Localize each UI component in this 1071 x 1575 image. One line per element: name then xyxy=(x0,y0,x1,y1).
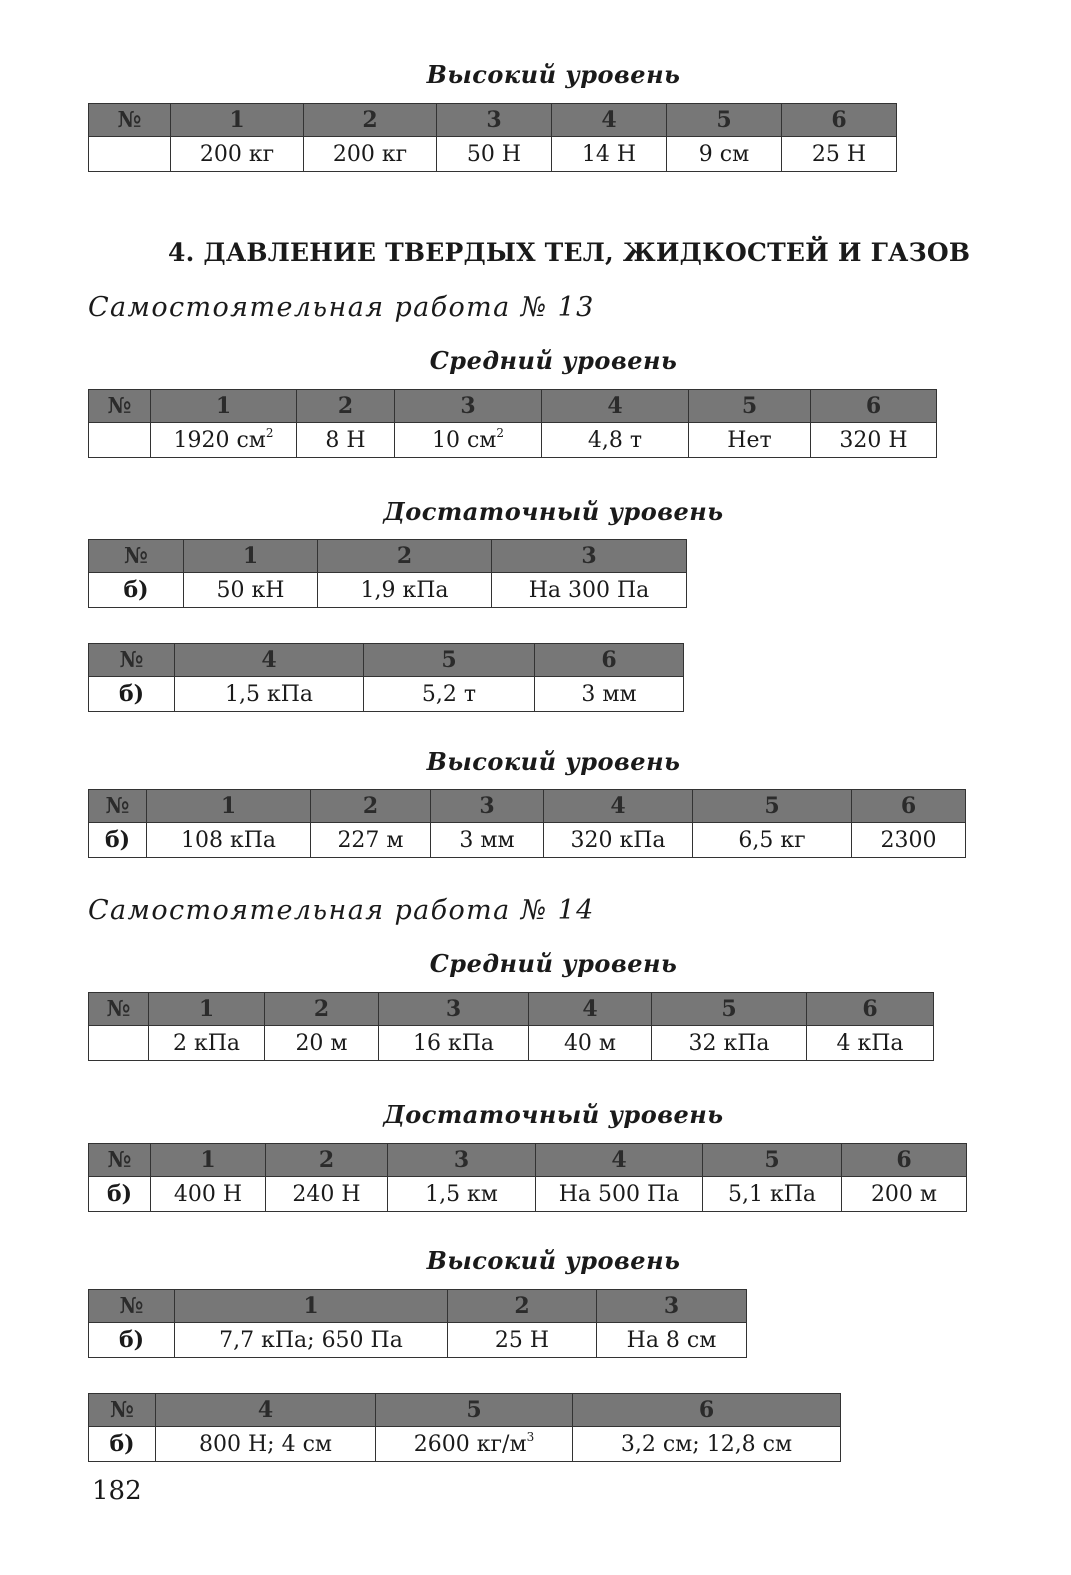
table-header-row xyxy=(89,1394,841,1427)
table-value-row xyxy=(89,823,966,858)
answer-cell: 9 см xyxy=(667,137,782,172)
col-header: 4 xyxy=(552,104,667,137)
table-value-row xyxy=(89,1177,967,1212)
num-header: № xyxy=(89,1394,156,1427)
row-label: б) xyxy=(89,573,184,608)
col-header: 6 xyxy=(842,1144,967,1177)
superscript: 2 xyxy=(496,425,505,440)
answer-cell: 400 Н xyxy=(151,1177,266,1212)
row-label: б) xyxy=(89,1323,175,1358)
col-header: 3 xyxy=(597,1290,747,1323)
col-header: 5 xyxy=(667,104,782,137)
answer-table-w13-medium xyxy=(88,389,937,458)
col-header: 5 xyxy=(703,1144,842,1177)
answer-cell: На 300 Па xyxy=(492,573,687,608)
page-number: 182 xyxy=(92,1476,142,1506)
table-value-row xyxy=(89,1427,841,1462)
col-header: 1 xyxy=(147,790,311,823)
answer-table-w14-high-a xyxy=(88,1289,747,1358)
num-header: № xyxy=(89,993,149,1026)
answer-cell: 14 Н xyxy=(552,137,667,172)
answer-cell: 200 кг xyxy=(171,137,304,172)
answer-cell: 1,9 кПа xyxy=(318,573,492,608)
answer-cell: 4,8 т xyxy=(542,423,689,458)
answer-cell: На 500 Па xyxy=(536,1177,703,1212)
answer-table-w13-sufficient-b xyxy=(88,643,684,712)
col-header: 4 xyxy=(529,993,652,1026)
table-header-row xyxy=(89,104,897,137)
answer-cell: Нет xyxy=(689,423,811,458)
level-heading-sufficient: Достаточный уровень xyxy=(383,497,724,526)
col-header: 6 xyxy=(811,390,937,423)
col-header: 3 xyxy=(492,540,687,573)
chapter-title: 4. ДАВЛЕНИЕ ТВЕРДЫХ ТЕЛ, ЖИДКОСТЕЙ И ГАЗОВ xyxy=(168,238,971,267)
answer-table-top-high xyxy=(88,103,897,172)
col-header: 3 xyxy=(395,390,542,423)
answer-cell: 20 м xyxy=(265,1026,379,1061)
table-header-row xyxy=(89,1290,747,1323)
col-header: 5 xyxy=(376,1394,573,1427)
answer-cell: 800 Н; 4 см xyxy=(156,1427,376,1462)
col-header: 4 xyxy=(542,390,689,423)
answer-cell: 50 Н xyxy=(437,137,552,172)
level-heading-high: Высокий уровень xyxy=(426,747,681,776)
num-header: № xyxy=(89,1290,175,1323)
row-label: б) xyxy=(89,677,175,712)
answer-cell: 5,2 т xyxy=(364,677,535,712)
col-header: 5 xyxy=(364,644,535,677)
answer-cell: 16 кПа xyxy=(379,1026,529,1061)
col-header: 1 xyxy=(151,1144,266,1177)
col-header: 4 xyxy=(175,644,364,677)
table-value-row xyxy=(89,1026,934,1061)
answer-cell: 3 мм xyxy=(431,823,544,858)
level-heading-high: Высокий уровень xyxy=(426,1246,681,1275)
row-label-empty xyxy=(89,137,171,172)
table-value-row xyxy=(89,1323,747,1358)
num-header: № xyxy=(89,1144,151,1177)
num-header: № xyxy=(89,390,151,423)
col-header: 6 xyxy=(573,1394,841,1427)
col-header: 1 xyxy=(171,104,304,137)
num-header: № xyxy=(89,790,147,823)
col-header: 3 xyxy=(437,104,552,137)
answer-cell: 40 м xyxy=(529,1026,652,1061)
superscript: 3 xyxy=(526,1429,535,1444)
table-header-row xyxy=(89,540,687,573)
answer-cell: 1,5 кПа xyxy=(175,677,364,712)
superscript: 2 xyxy=(265,425,274,440)
answer-cell: 320 кПа xyxy=(544,823,693,858)
col-header: 1 xyxy=(151,390,297,423)
table-header-row xyxy=(89,1144,967,1177)
col-header: 1 xyxy=(184,540,318,573)
answer-cell: 8 Н xyxy=(297,423,395,458)
answer-cell: 320 Н xyxy=(811,423,937,458)
col-header: 4 xyxy=(156,1394,376,1427)
table-header-row xyxy=(89,790,966,823)
level-heading-high: Высокий уровень xyxy=(426,60,681,89)
col-header: 2 xyxy=(266,1144,388,1177)
answer-cell: 3,2 см; 12,8 см xyxy=(573,1427,841,1462)
table-value-row xyxy=(89,677,684,712)
answer-table-w14-medium xyxy=(88,992,934,1061)
col-header: 6 xyxy=(807,993,934,1026)
answer-cell: 6,5 кг xyxy=(693,823,852,858)
row-label: б) xyxy=(89,1177,151,1212)
answer-cell: 7,7 кПа; 650 Па xyxy=(175,1323,448,1358)
answer-table-w14-sufficient xyxy=(88,1143,967,1212)
col-header: 2 xyxy=(265,993,379,1026)
col-header: 2 xyxy=(311,790,431,823)
col-header: 3 xyxy=(388,1144,536,1177)
col-header: 6 xyxy=(535,644,684,677)
level-heading-medium: Средний уровень xyxy=(429,346,678,375)
col-header: 2 xyxy=(318,540,492,573)
answer-table-w14-high-b xyxy=(88,1393,841,1462)
answer-cell: 4 кПа xyxy=(807,1026,934,1061)
col-header: 1 xyxy=(149,993,265,1026)
col-header: 2 xyxy=(304,104,437,137)
work-13-title: Самостоятельная работа № 13 xyxy=(88,292,595,323)
table-header-row xyxy=(89,644,684,677)
answer-cell: 108 кПа xyxy=(147,823,311,858)
answer-cell: 10 $см^2$ xyxy=(395,423,542,458)
table-header-row xyxy=(89,390,937,423)
level-heading-medium: Средний уровень xyxy=(429,949,678,978)
table-header-row xyxy=(89,993,934,1026)
answer-cell: 240 Н xyxy=(266,1177,388,1212)
row-label-empty xyxy=(89,1026,149,1061)
num-header: № xyxy=(89,104,171,137)
answer-table-w13-high xyxy=(88,789,966,858)
num-header: № xyxy=(89,540,184,573)
row-label: б) xyxy=(89,823,147,858)
level-heading-sufficient: Достаточный уровень xyxy=(383,1100,724,1129)
answer-cell: 2600 $кг/м^3$ xyxy=(376,1427,573,1462)
table-value-row xyxy=(89,573,687,608)
row-label-empty xyxy=(89,423,151,458)
col-header: 5 xyxy=(689,390,811,423)
answer-cell: 200 кг xyxy=(304,137,437,172)
answer-cell: 2 кПа xyxy=(149,1026,265,1061)
col-header: 4 xyxy=(544,790,693,823)
answer-cell: На 8 см xyxy=(597,1323,747,1358)
answer-cell: 25 Н xyxy=(448,1323,597,1358)
answer-table-w13-sufficient-a xyxy=(88,539,687,608)
answer-cell: 1920 $см^2$ xyxy=(151,423,297,458)
col-header: 1 xyxy=(175,1290,448,1323)
work-14-title: Самостоятельная работа № 14 xyxy=(88,895,595,926)
num-header: № xyxy=(89,644,175,677)
answer-cell: 3 мм xyxy=(535,677,684,712)
answer-cell: 5,1 кПа xyxy=(703,1177,842,1212)
answer-cell: 50 кН xyxy=(184,573,318,608)
answer-cell: 2300 xyxy=(852,823,966,858)
answer-cell: 227 м xyxy=(311,823,431,858)
answer-cell: 200 м xyxy=(842,1177,967,1212)
col-header: 6 xyxy=(782,104,897,137)
row-label: б) xyxy=(89,1427,156,1462)
answer-cell: 1,5 км xyxy=(388,1177,536,1212)
col-header: 4 xyxy=(536,1144,703,1177)
table-value-row xyxy=(89,137,897,172)
answer-cell: 25 Н xyxy=(782,137,897,172)
col-header: 5 xyxy=(652,993,807,1026)
col-header: 2 xyxy=(297,390,395,423)
col-header: 2 xyxy=(448,1290,597,1323)
answer-cell: 32 кПа xyxy=(652,1026,807,1061)
col-header: 5 xyxy=(693,790,852,823)
col-header: 3 xyxy=(431,790,544,823)
table-value-row xyxy=(89,423,937,458)
col-header: 6 xyxy=(852,790,966,823)
col-header: 3 xyxy=(379,993,529,1026)
